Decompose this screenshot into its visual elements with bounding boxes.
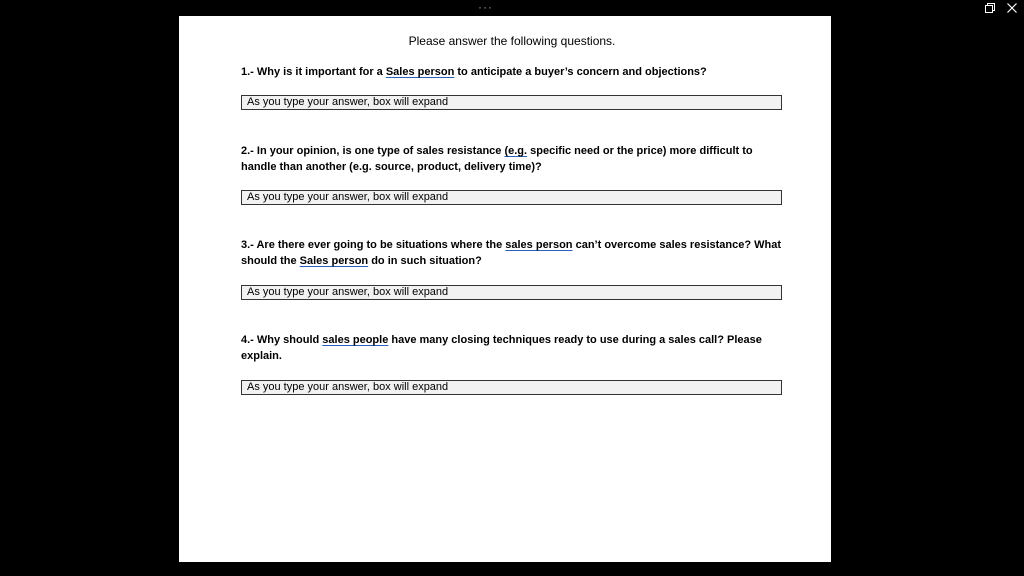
spellcheck-underline: Sales person xyxy=(385,66,455,78)
answer-box-4[interactable]: As you type your answer, box will expand xyxy=(241,380,782,395)
question-3: 3.- Are there ever going to be situations where the sales person can’t overcome sales resistance? What should the Sales person do in such situation? xyxy=(241,239,782,267)
answer-box-1[interactable]: As you type your answer, box will expand xyxy=(241,95,782,110)
title-bar xyxy=(0,0,1024,16)
answer-box-2[interactable]: As you type your answer, box will expand xyxy=(241,190,782,205)
spellcheck-underline: (e.g. xyxy=(504,145,528,157)
spellcheck-underline: Sales person xyxy=(299,255,369,267)
close-icon[interactable] xyxy=(1005,2,1019,14)
spellcheck-underline: sales person xyxy=(505,239,573,251)
question-2: 2.- In your opinion, is one type of sales resistance (e.g. specific need or the price) more difficult to handle than another (e.g. source, product, delivery time)? xyxy=(241,145,753,173)
document-page xyxy=(179,16,831,562)
more-options-icon[interactable]: ··· xyxy=(478,0,493,14)
spellcheck-underline: sales people xyxy=(322,334,389,346)
page-heading: Please answer the following questions. xyxy=(408,34,616,48)
answer-box-3[interactable]: As you type your answer, box will expand xyxy=(241,285,782,300)
restore-icon[interactable] xyxy=(983,2,997,14)
question-1: 1.- Why is it important for a Sales person to anticipate a buyer’s concern and objections? xyxy=(241,66,707,78)
question-4: 4.- Why should sales people have many closing techniques ready to use during a sales call? Please explain. xyxy=(241,334,762,362)
